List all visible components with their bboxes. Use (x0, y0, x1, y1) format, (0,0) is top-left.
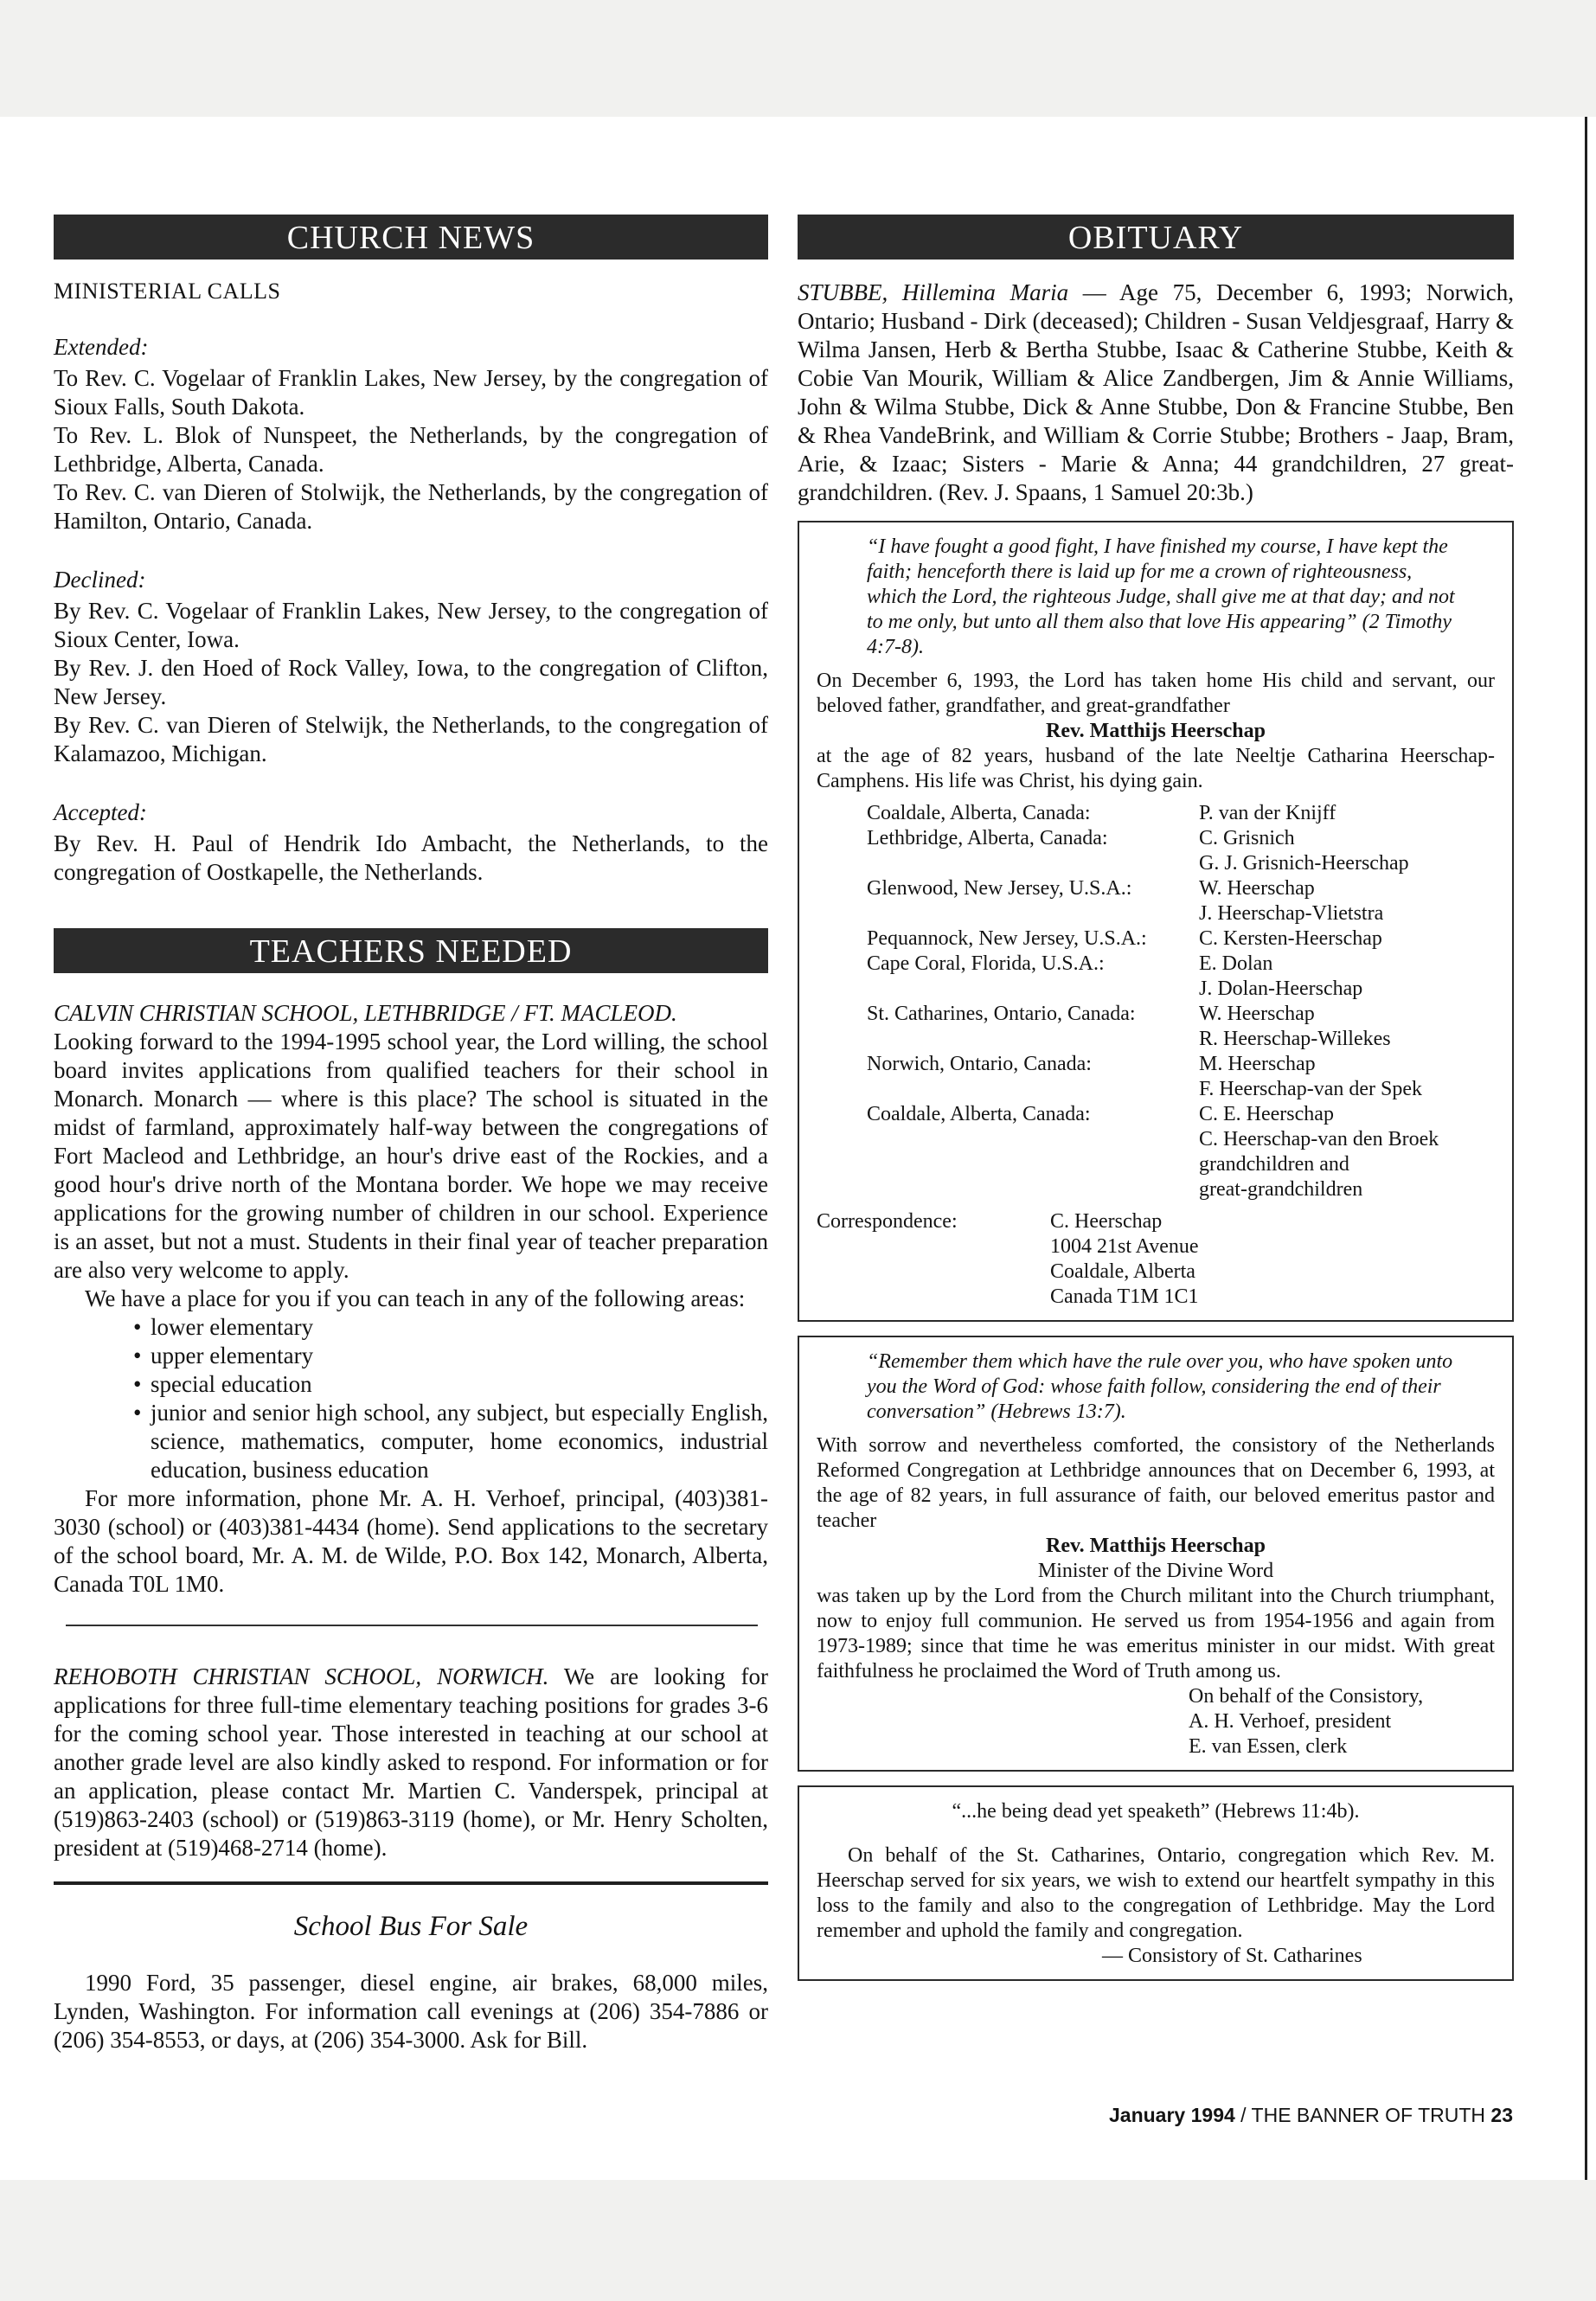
table-cell: Norwich, Ontario, Canada: (867, 1053, 1092, 1075)
list-item: • special education (133, 1370, 768, 1399)
rehoboth-school-body: We are looking for applications for three full-time elementary teaching positions for grades 3-6 for the coming school year. Those interested in teaching at our school at another grade level are also kindly asked to respond. For information or for an application, please contact Mr. Martien C. Vanderspek, principal at (519)863-2403 (school) or (519)863-3119 (home), or Mr. Henry Scholten, president at (519)468-2714 (home). (54, 1663, 768, 1861)
table-row (817, 1234, 1199, 1259)
table-row (867, 1002, 1439, 1027)
teachers-needed-banner: TEACHERS NEEDED (54, 928, 768, 973)
accepted-label: Accepted: (54, 799, 147, 825)
table-cell: W. Heerschap (1199, 877, 1315, 900)
table-cell: E. Dolan (1199, 952, 1273, 975)
correspondence-label: Correspondence: (817, 1210, 958, 1233)
table-row (867, 926, 1439, 952)
stubbe-obituary (798, 279, 1514, 507)
calvin-school-body: Looking forward to the 1994-1995 school year, the Lord willing, the school board invites applications from qualified teachers for their school in Monarch. Monarch — where is this place? The school is situated in the midst of farmland, approximately half-way between the congregations of Fort Macleod and Lethbridge, an hour's drive east of the Rockies, and a good hour's drive north of the Montana border. We hope we may receive applications for the growing number of children in our school. Experience is an asset, but not a must. Students in their final year of teacher preparation are also very welcome to apply. (54, 1029, 768, 1283)
correspondence-table (817, 1209, 1199, 1310)
table-row (867, 801, 1439, 826)
table-cell: M. Heerschap (1199, 1053, 1316, 1075)
rehoboth-school-notice (54, 1663, 768, 1862)
table-row (867, 977, 1439, 1002)
stubbe-details: — Age 75, December 6, 1993; Norwich, Ontario; Husband - Dirk (deceased); Children - Susan Veldjesgraaf, Harry & Wilma Jansen, Herb & Bertha Stubbe, Isaac & Catherine Stubbe, Keith & Cobie Van Mourik, William & Alice Zandbergen, Jim & Annie Williams, John & Wilma Stubbe, Dick & Anne Stubbe, Don & Francine Stubbe, Ben & Rhea VandeBrink, and William & Corrie Stubbe; Brothers - Jaap, Bram, Arie, & Izaac; Sisters - Marie & Anna; 44 grandchildren, 27 great-grandchildren. (Rev. J. Spaans, 1 Samuel 20:3b.) (798, 279, 1515, 505)
calvin-school-title: CALVIN CHRISTIAN SCHOOL, LETHBRIDGE / FT. MACLEOD. (54, 1000, 677, 1026)
notice-body: On behalf of the St. Catharines, Ontario, congregation which Rev. M. Heerschap served for six years, we wish to extend our heartfelt sympathy in this loss to the family and also to the congregation of Lethbridge. May the Lord remember and uphold the family and congregation. (817, 1844, 1495, 1942)
table-cell: Coaldale, Alberta, Canada: (867, 1103, 1091, 1125)
deceased-name: Rev. Matthijs Heerschap (1046, 1535, 1266, 1557)
page-footer (1109, 2104, 1513, 2127)
teaching-areas-intro: We have a place for you if you can teach in any of the following areas: (85, 1285, 746, 1311)
spacer (54, 887, 768, 928)
scripture-quote: “Remember them which have the rule over you, who have spoken unto you the Word of God: whose faith follow, considering the end of their conversation” (Hebrews 13:7). (867, 1350, 1453, 1423)
obituary-banner: OBITUARY (798, 215, 1514, 260)
table-row (867, 1077, 1439, 1102)
st-catharines-notice (798, 1785, 1514, 1981)
signature-line: — Consistory of St. Catharines (1102, 1945, 1362, 1967)
table-cell: 1004 21st Avenue (1050, 1235, 1199, 1258)
table-row (867, 826, 1439, 851)
notice-detail: at the age of 82 years, husband of the late Neeltje Catharina Heerschap-Camphens. His life was Christ, his dying gain. (817, 745, 1495, 792)
table-cell: P. van der Knijff (1199, 802, 1336, 824)
notice-intro: On December 6, 1993, the Lord has taken home His child and servant, our beloved father, grandfather, and great-grandfather (817, 670, 1495, 717)
list-item: • lower elementary (133, 1313, 768, 1342)
table-cell: Glenwood, New Jersey, U.S.A.: (867, 877, 1132, 900)
table-row (817, 1209, 1199, 1234)
table-cell: C. E. Heerschap (1199, 1103, 1334, 1125)
table-cell: St. Catharines, Ontario, Canada: (867, 1003, 1136, 1025)
list-item: • junior and senior high school, any subject, but especially English, science, mathematics, computer, home economics, industrial education, business education (133, 1399, 768, 1484)
right-border-rule (1585, 117, 1587, 2180)
declined-call-2: By Rev. J. den Hoed of Rock Valley, Iowa, to the congregation of Clifton, New Jersey. (54, 655, 768, 709)
scripture-quote: “...he being dead yet speaketh” (Hebrews 11:4b). (952, 1800, 1360, 1823)
teaching-areas-list (133, 1313, 768, 1484)
notice-intro: With sorrow and nevertheless comforted, the consistory of the Netherlands Reformed Congregation at Lethbridge announces that on December 6, 1993, at the age of 82 years, in full assurance of faith, our beloved emeritus pastor and teacher (817, 1434, 1495, 1532)
table-cell: Pequannock, New Jersey, U.S.A.: (867, 927, 1147, 950)
table-cell: F. Heerschap-van der Spek (1199, 1078, 1422, 1100)
accepted-call-1: By Rev. H. Paul of Hendrik Ido Ambacht, the Netherlands, to the congregation of Oostkapelle, the Netherlands. (54, 830, 768, 885)
table-cell: J. Heerschap-Vlietstra (1199, 902, 1384, 925)
table-cell: Coaldale, Alberta, Canada: (867, 802, 1091, 824)
spacer (54, 535, 768, 567)
table-row (817, 1285, 1199, 1310)
declined-call-3: By Rev. C. van Dieren of Stelwijk, the Netherlands, to the congregation of Kalamazoo, Michigan. (54, 712, 768, 766)
table-cell: Canada T1M 1C1 (1050, 1285, 1199, 1308)
table-cell: R. Heerschap-Willekes (1199, 1028, 1391, 1050)
table-cell: W. Heerschap (1199, 1003, 1315, 1025)
extended-label: Extended: (54, 334, 149, 360)
table-row (867, 952, 1439, 977)
list-item: • upper elementary (133, 1342, 768, 1370)
table-row (867, 876, 1439, 901)
stubbe-name: STUBBE, Hillemina Maria (798, 279, 1069, 305)
table-row (867, 1102, 1439, 1127)
ministerial-calls-heading: MINISTERIAL CALLS (54, 279, 281, 304)
table-cell: Lethbridge, Alberta, Canada: (867, 827, 1108, 849)
table-cell: G. J. Grisnich-Heerschap (1199, 852, 1409, 875)
deceased-title: Minister of the Divine Word (1037, 1560, 1274, 1582)
table-row (867, 901, 1439, 926)
declined-label: Declined: (54, 567, 146, 593)
table-cell: Cape Coral, Florida, U.S.A.: (867, 952, 1105, 975)
family-table (867, 801, 1439, 1202)
table-cell: C. Grisnich (1199, 827, 1295, 849)
left-column (54, 215, 768, 2054)
bus-sale-body: 1990 Ford, 35 passenger, diesel engine, air brakes, 68,000 miles, Lynden, Washington. For information call evenings at (206) 354-7886 or (206) 354-8553, or days, at (206) 354-3000. Ask for Bill. (54, 1970, 768, 2053)
table-cell: C. Kersten-Heerschap (1199, 927, 1382, 950)
table-row (867, 1177, 1439, 1202)
divider (54, 1881, 768, 1885)
table-cell: grandchildren and (1199, 1153, 1349, 1176)
table-row (867, 1127, 1439, 1152)
table-row (817, 1259, 1199, 1285)
table-cell: C. Heerschap-van den Broek (1199, 1128, 1439, 1150)
declined-call-1: By Rev. C. Vogelaar of Franklin Lakes, New Jersey, to the congregation of Sioux Center, Iowa. (54, 598, 768, 652)
rehoboth-school-title: REHOBOTH CHRISTIAN SCHOOL, NORWICH. (54, 1663, 549, 1689)
page-number: 23 (1490, 2104, 1513, 2126)
extended-call-3: To Rev. C. van Dieren of Stolwijk, the Netherlands, by the congregation of Hamilton, Ontario, Canada. (54, 479, 768, 534)
calvin-school-contact: For more information, phone Mr. A. H. Verhoef, principal, (403)381-3030 (school) or (403)381-4434 (home). Send applications to the secretary of the school board, Mr. A. M. de Wilde, P.O. Box 142, Monarch, Alberta, Canada T0L 1M0. (54, 1485, 768, 1597)
table-cell: Coaldale, Alberta (1050, 1260, 1195, 1283)
table-cell: J. Dolan-Heerschap (1199, 977, 1363, 1000)
deceased-name: Rev. Matthijs Heerschap (1046, 720, 1266, 742)
table-row (867, 1152, 1439, 1177)
bus-sale-title: School Bus For Sale (293, 1911, 529, 1942)
table-cell: great-grandchildren (1199, 1178, 1363, 1201)
table-row (867, 851, 1439, 876)
signature-line: On behalf of the Consistory, (1189, 1685, 1424, 1708)
signature-line: A. H. Verhoef, president (1189, 1710, 1392, 1733)
issue-date: January 1994 (1109, 2104, 1235, 2126)
scripture-quote: “I have fought a good fight, I have finished my course, I have kept the faith; henceforth there is laid up for me a crown of righteousness, which the Lord, the righteous Judge, shall give me at that day; and not to me only, but unto all them also that love His appearing” (2 Timothy 4:7-8). (867, 535, 1455, 658)
signature-line: E. van Essen, clerk (1189, 1735, 1348, 1758)
notice-body: was taken up by the Lord from the Church militant into the Church triumphant, now to enjoy full communion. He served us from 1954-1956 and again from 1973-1989; since that time he was emeritus minister in our midst. With great faithfulness he proclaimed the Word of Truth among us. (817, 1585, 1495, 1682)
table-row (867, 1052, 1439, 1077)
publication-name: / THE BANNER OF TRUTH (1234, 2104, 1491, 2126)
heerschap-family-notice (798, 521, 1514, 1322)
table-row (867, 1027, 1439, 1052)
divider (66, 1625, 758, 1626)
table-cell: C. Heerschap (1050, 1210, 1163, 1233)
consistory-lethbridge-notice (798, 1336, 1514, 1772)
extended-call-2: To Rev. L. Blok of Nunspeet, the Netherlands, by the congregation of Lethbridge, Alberta, Canada. (54, 422, 768, 477)
right-column (798, 215, 1514, 1995)
church-news-banner: CHURCH NEWS (54, 215, 768, 260)
extended-call-1: To Rev. C. Vogelaar of Franklin Lakes, New Jersey, by the congregation of Sioux Falls, South Dakota. (54, 365, 768, 420)
spacer (54, 768, 768, 799)
